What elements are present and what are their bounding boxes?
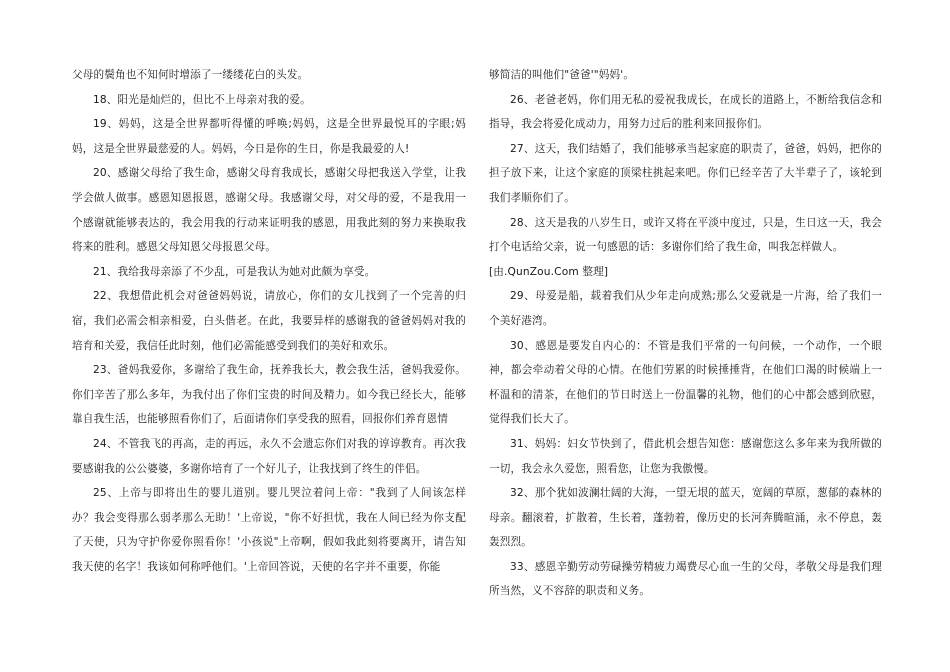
source-note: [由.QunZou.Com 整理] [489, 265, 609, 278]
paragraph: 32、那个犹如波澜壮阔的大海，一望无垠的蓝天，宽阔的草原，葱郁的森林的母亲。翻滚着，扩散着，生长着，蓬勃着，像历史的长河奔腾暄涌，永不停息，轰轰烈烈。 [489, 487, 882, 549]
paragraph: 30、感恩是要发自内心的：不管是我们平常的一句问候，一个动作，一个眼神，都会牵动着父母的心情。在他们劳累的时候捶捶背，在他们口渴的时候端上一杯温和的清茶，在他们的节日时送上一份温馨的礼物，他们的心中都会感到欣慰，觉得我们长大了。 [489, 339, 882, 426]
paragraph: 25、上帝与即将出生的婴儿道别。婴儿哭泣着问上帝："我到了人间该怎样办？我会变得那么弱孝那么无助！'上帝说，"你不好担忧，我在人间已经为你支配了天使，只为守护你爱你照看你！'小孩说"上帝啊，假如我此刻将要离开，请告知我天使的名字！我该如何称呼他们。'上帝回答说，天使的名字并不重要，你能 [72, 487, 466, 573]
paragraph: 29、母爱是船，载着我们从少年走向成熟;那么父爱就是一片海，给了我们一个美好港湾。 [489, 290, 882, 327]
paragraph: 19、妈妈，这是全世界都听得懂的呼唤;妈妈，这是全世界最悦耳的字眼;妈妈，这是全世界最慈爱的人。妈妈，今日是你的生日，你是我最爱的人! [72, 118, 466, 155]
left-column [72, 63, 466, 579]
paragraph: 26、老爸老妈，你们用无私的爱祝我成长，在成长的道路上，不断给我信念和指导，我会将爱化成动力，用努力过后的胜利来回报你们。 [489, 93, 882, 131]
paragraph: 33、感恩辛勤劳动劳碌操劳精疲力竭费尽心血一生的父母，孝敬父母是我们理所当然，义不容辞的职责和义务。 [489, 560, 882, 598]
paragraph: 21、我给我母亲添了不少乱，可是我认为她对此颇为享受。 [93, 265, 376, 278]
paragraph: 18、阳光是灿烂的，但比不上母亲对我的爱。 [93, 93, 311, 106]
paragraph: 22、我想借此机会对爸爸妈妈说，请放心，你们的女儿找到了一个完善的归宿，我们必需会相亲相爱，白头偕老。在此，我要异样的感谢我的爸爸妈妈对我的培育和关爱，我信任此时刻，他们必需能感受到我们的美好和欢乐。 [72, 290, 466, 352]
paragraph: 28、这天是我的八岁生日，或许又将在平淡中度过，只是，生日这一天，我会打个电话给父亲，说一句感恩的话：多谢你们给了我生命，叫我怎样做人。 [489, 216, 882, 254]
paragraph: 够简洁的叫他们"爸爸'"妈妈'。 [489, 69, 635, 81]
paragraph: 23、爸妈我爱你，多谢给了我生命，抚养我长大，教会我生活，爸妈我爱你。你们辛苦了那么多年，为我付出了你们宝贵的时间及精力。如今我已经长大，能够靠自我生活，也能够照看你们了，后面请你们享受我的照看，回报你们养育恩情 [72, 364, 466, 426]
paragraph: 24、不管我飞的再高，走的再远，永久不会遗忘你们对我的谆谆教育。再次我要感谢我的公公婆婆，多谢你培育了一个好儿子，让我找到了终生的伴侣。 [72, 437, 466, 475]
paragraph: 27、这天，我们结婚了，我们能够承当起家庭的职责了，爸爸，妈妈，把你的担子放下来，让这个家庭的顶梁柱挑起来吧。你们已经辛苦了大半辈子了，该轮到我们孝顺你们了。 [489, 142, 882, 204]
paragraph: 父母的鬓角也不知何时增添了一缕缕花白的头发。 [72, 69, 309, 81]
paragraph: 31、妈妈：妇女节快到了，借此机会想告知您：感谢您这么多年来为我所做的一切，我会永久爱您，照看您，让您为我傲慢。 [489, 437, 882, 475]
paragraph: 20、感谢父母给了我生命，感谢父母育我成长，感谢父母把我送入学堂，让我学会做人做事。感恩知恩报恩，感谢父母。我感谢父母，对父母的爱，不是我用一个感谢就能够表达的，我会用我的行动来证明我的感恩，用我此刻的努力来换取我将来的胜利。感恩父母知恩父母报恩父母。 [72, 167, 466, 254]
right-column [489, 63, 882, 604]
